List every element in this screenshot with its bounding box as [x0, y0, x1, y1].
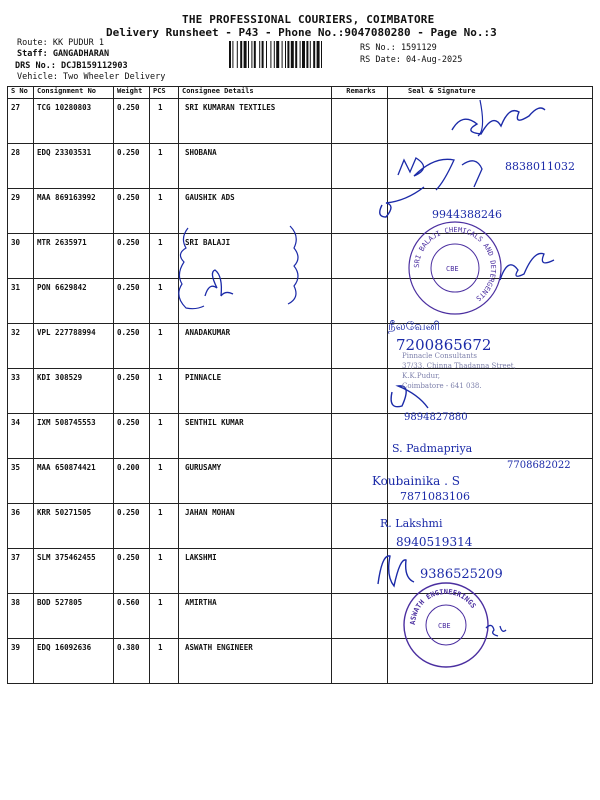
- phone-row29: 9944388246: [432, 208, 502, 221]
- aswath-stamp-ring: ASWATH ENGINEERINGS: [408, 587, 478, 626]
- weight-cell: 0.250: [114, 99, 150, 144]
- consignment-cell: MTR 2635971: [34, 234, 114, 279]
- name-row37: R. Lakshmi: [380, 517, 443, 530]
- consignment-cell: MAA 650874421: [34, 459, 114, 504]
- consignment-cell: IXM 508745553: [34, 414, 114, 459]
- weight-cell: 0.200: [114, 459, 150, 504]
- remarks-cell: [332, 324, 388, 369]
- remarks-cell: [332, 234, 388, 279]
- pcs-cell: 1: [150, 549, 179, 594]
- consignee-cell: JAHAN MOHAN: [179, 504, 332, 549]
- table-row: [8, 279, 593, 324]
- sno-cell: 37: [8, 549, 34, 594]
- sno-cell: 38: [8, 594, 34, 639]
- col-header-remarks: Remarks: [332, 87, 388, 99]
- barcode-bar: [248, 41, 249, 68]
- sno-cell: 27: [8, 99, 34, 144]
- consignee-cell: SRI KUMARAN TEXTILES: [179, 99, 332, 144]
- remarks-cell: [332, 369, 388, 414]
- signature-cell: [388, 459, 593, 504]
- barcode-image: [229, 41, 353, 68]
- col-header-pcs: PCS: [150, 87, 179, 99]
- table-row: [8, 414, 593, 459]
- pinnacle-stamp-line1: Pinnacle Consultants: [402, 352, 477, 360]
- runsheet-header: [0, 0, 600, 90]
- sno-cell: 29: [8, 189, 34, 234]
- table-row: [8, 594, 593, 639]
- sno-cell: 31: [8, 279, 34, 324]
- consignment-cell: EDQ 23303531: [34, 144, 114, 189]
- barcode-bar: [229, 41, 231, 68]
- phone-row28: 8838011032: [505, 160, 575, 173]
- col-header-signature: Seal & Signature: [388, 87, 593, 99]
- signature-cell: [388, 504, 593, 549]
- balaji-stamp-ring: SRI BALAJI CHEMICALS AND DETERGENTS: [412, 225, 498, 303]
- table-row: [8, 144, 593, 189]
- sno-cell: 35: [8, 459, 34, 504]
- sno-cell: 36: [8, 504, 34, 549]
- company-title: THE PROFESSIONAL COURIERS, COIMBATORE: [182, 13, 435, 26]
- barcode-bar: [244, 41, 247, 68]
- vehicle-label: Vehicle: Two Wheeler Delivery: [17, 72, 166, 82]
- rs-date: RS Date: 04-Aug-2025: [360, 55, 463, 65]
- sno-cell: 33: [8, 369, 34, 414]
- barcode-bar: [254, 41, 256, 68]
- weight-cell: 0.250: [114, 414, 150, 459]
- barcode-bar: [310, 41, 311, 68]
- table-row: [8, 369, 593, 414]
- consignment-cell: MAA 869163992: [34, 189, 114, 234]
- col-header-consignment: Consignment No: [34, 87, 114, 99]
- remarks-cell: [332, 639, 388, 684]
- weight-cell: 0.380: [114, 639, 150, 684]
- pinnacle-stamp-line4: Coimbatore - 641 038.: [402, 382, 482, 390]
- consignee-cell: ASWATH ENGINEER: [179, 639, 332, 684]
- consignee-cell: GURUSAMY: [179, 459, 332, 504]
- consignee-cell: AMIRTHA: [179, 594, 332, 639]
- barcode-bar: [313, 41, 315, 68]
- col-header-weight: Weight: [114, 87, 150, 99]
- barcode-bar: [306, 41, 308, 68]
- remarks-cell: [332, 459, 388, 504]
- route-label: Route: KK PUDUR 1: [17, 38, 104, 48]
- consignment-cell: BOD 527805: [34, 594, 114, 639]
- weight-cell: 0.250: [114, 234, 150, 279]
- staff-label: Staff: GANGADHARAN: [17, 49, 110, 59]
- barcode-bar: [232, 41, 233, 68]
- pcs-cell: 1: [150, 144, 179, 189]
- table-row: [8, 99, 593, 144]
- pcs-cell: 1: [150, 279, 179, 324]
- barcode-bar: [270, 41, 271, 68]
- col-header-consignee: Consignee Details: [179, 87, 332, 99]
- table-row: [8, 549, 593, 594]
- pcs-cell: 1: [150, 234, 179, 279]
- phone-row35: 7708682022: [507, 460, 571, 471]
- consignment-cell: SLM 375462455: [34, 549, 114, 594]
- barcode-bar: [274, 41, 275, 68]
- signature-cell: [388, 144, 593, 189]
- table-row: [8, 639, 593, 684]
- barcode-bar: [282, 41, 283, 68]
- barcode-bar: [240, 41, 242, 68]
- phone-row34: 9894827880: [404, 412, 468, 423]
- signature-cell: [388, 279, 593, 324]
- consignee-cell: [179, 279, 332, 324]
- consignment-cell: VPL 227788994: [34, 324, 114, 369]
- balaji-stamp-center: CBE: [446, 265, 459, 273]
- phone-row36: 7871083106: [400, 490, 470, 503]
- weight-cell: 0.250: [114, 549, 150, 594]
- signature-cell: [388, 189, 593, 234]
- pinnacle-stamp-line2: 37/33, Chinna Thadanna Street,: [402, 362, 516, 370]
- sno-cell: 28: [8, 144, 34, 189]
- name-row32: நீலவேனி: [388, 319, 441, 333]
- consignment-cell: TCG 10280803: [34, 99, 114, 144]
- pcs-cell: 1: [150, 414, 179, 459]
- barcode-bar: [251, 41, 252, 68]
- pcs-cell: 1: [150, 639, 179, 684]
- barcode-bar: [237, 41, 238, 68]
- pcs-cell: 1: [150, 459, 179, 504]
- signature-cell: [388, 594, 593, 639]
- name-row35: S. Padmapriya: [392, 442, 473, 455]
- name-row36: Koubainika . S: [372, 474, 460, 488]
- weight-cell: 0.250: [114, 324, 150, 369]
- drs-number: DRS No.: DCJB159112903: [15, 61, 128, 71]
- barcode-bar: [317, 41, 320, 68]
- consignee-cell: SHOBANA: [179, 144, 332, 189]
- sno-cell: 39: [8, 639, 34, 684]
- barcode-bar: [321, 41, 322, 68]
- weight-cell: 0.250: [114, 369, 150, 414]
- runsheet-table: [7, 86, 593, 684]
- consignee-cell: SRI BALAJI: [179, 234, 332, 279]
- sno-cell: 34: [8, 414, 34, 459]
- col-header-sno: S No: [8, 87, 34, 99]
- consignee-cell: LAKSHMI: [179, 549, 332, 594]
- consignment-cell: KDI 308529: [34, 369, 114, 414]
- remarks-cell: [332, 144, 388, 189]
- sno-cell: 30: [8, 234, 34, 279]
- weight-cell: 0.560: [114, 594, 150, 639]
- pcs-cell: 1: [150, 324, 179, 369]
- consignment-cell: KRR 50271505: [34, 504, 114, 549]
- barcode-bar: [287, 41, 289, 68]
- consignee-cell: GAUSHIK ADS: [179, 189, 332, 234]
- consignee-cell: PINNACLE: [179, 369, 332, 414]
- pinnacle-stamp-line3: K.K.Pudur,: [402, 372, 440, 380]
- consignment-cell: PON 6629842: [34, 279, 114, 324]
- remarks-cell: [332, 594, 388, 639]
- number-row38: 9386525209: [420, 567, 503, 582]
- barcode-bar: [300, 41, 301, 68]
- remarks-cell: [332, 504, 388, 549]
- weight-cell: 0.250: [114, 504, 150, 549]
- runsheet-title-line: Delivery Runsheet - P43 - Phone No.:9047080280 - Page No.:3: [106, 26, 497, 39]
- pcs-cell: 1: [150, 189, 179, 234]
- table-row: [8, 459, 593, 504]
- pcs-cell: 1: [150, 99, 179, 144]
- signature-cell: [388, 99, 593, 144]
- table-row: [8, 189, 593, 234]
- consignee-cell: SENTHIL KUMAR: [179, 414, 332, 459]
- signature-cell: [388, 639, 593, 684]
- barcode-bar: [291, 41, 294, 68]
- barcode-bar: [285, 41, 286, 68]
- rs-number: RS No.: 1591129: [360, 43, 437, 53]
- table-header-row: [8, 87, 593, 99]
- barcode-bar: [266, 41, 267, 68]
- consignment-cell: EDQ 16092636: [34, 639, 114, 684]
- pcs-cell: 1: [150, 504, 179, 549]
- barcode-bar: [302, 41, 305, 68]
- remarks-cell: [332, 549, 388, 594]
- barcode-bar: [262, 41, 264, 68]
- barcode-bar: [276, 41, 279, 68]
- pcs-cell: 1: [150, 594, 179, 639]
- consignee-cell: ANADAKUMAR: [179, 324, 332, 369]
- weight-cell: 0.250: [114, 279, 150, 324]
- signature-cell: [388, 414, 593, 459]
- aswath-stamp-center: CBE: [438, 622, 451, 630]
- table-row: [8, 234, 593, 279]
- phone-row37: 8940519314: [396, 535, 473, 549]
- barcode-bar: [259, 41, 260, 68]
- table-row: [8, 504, 593, 549]
- barcode-bar: [295, 41, 297, 68]
- phone-row32: 7200865672: [396, 336, 492, 354]
- weight-cell: 0.250: [114, 144, 150, 189]
- signature-cell: [388, 549, 593, 594]
- remarks-cell: [332, 189, 388, 234]
- sno-cell: 32: [8, 324, 34, 369]
- remarks-cell: [332, 414, 388, 459]
- remarks-cell: [332, 99, 388, 144]
- pcs-cell: 1: [150, 369, 179, 414]
- weight-cell: 0.250: [114, 189, 150, 234]
- remarks-cell: [332, 279, 388, 324]
- signature-cell: [388, 234, 593, 279]
